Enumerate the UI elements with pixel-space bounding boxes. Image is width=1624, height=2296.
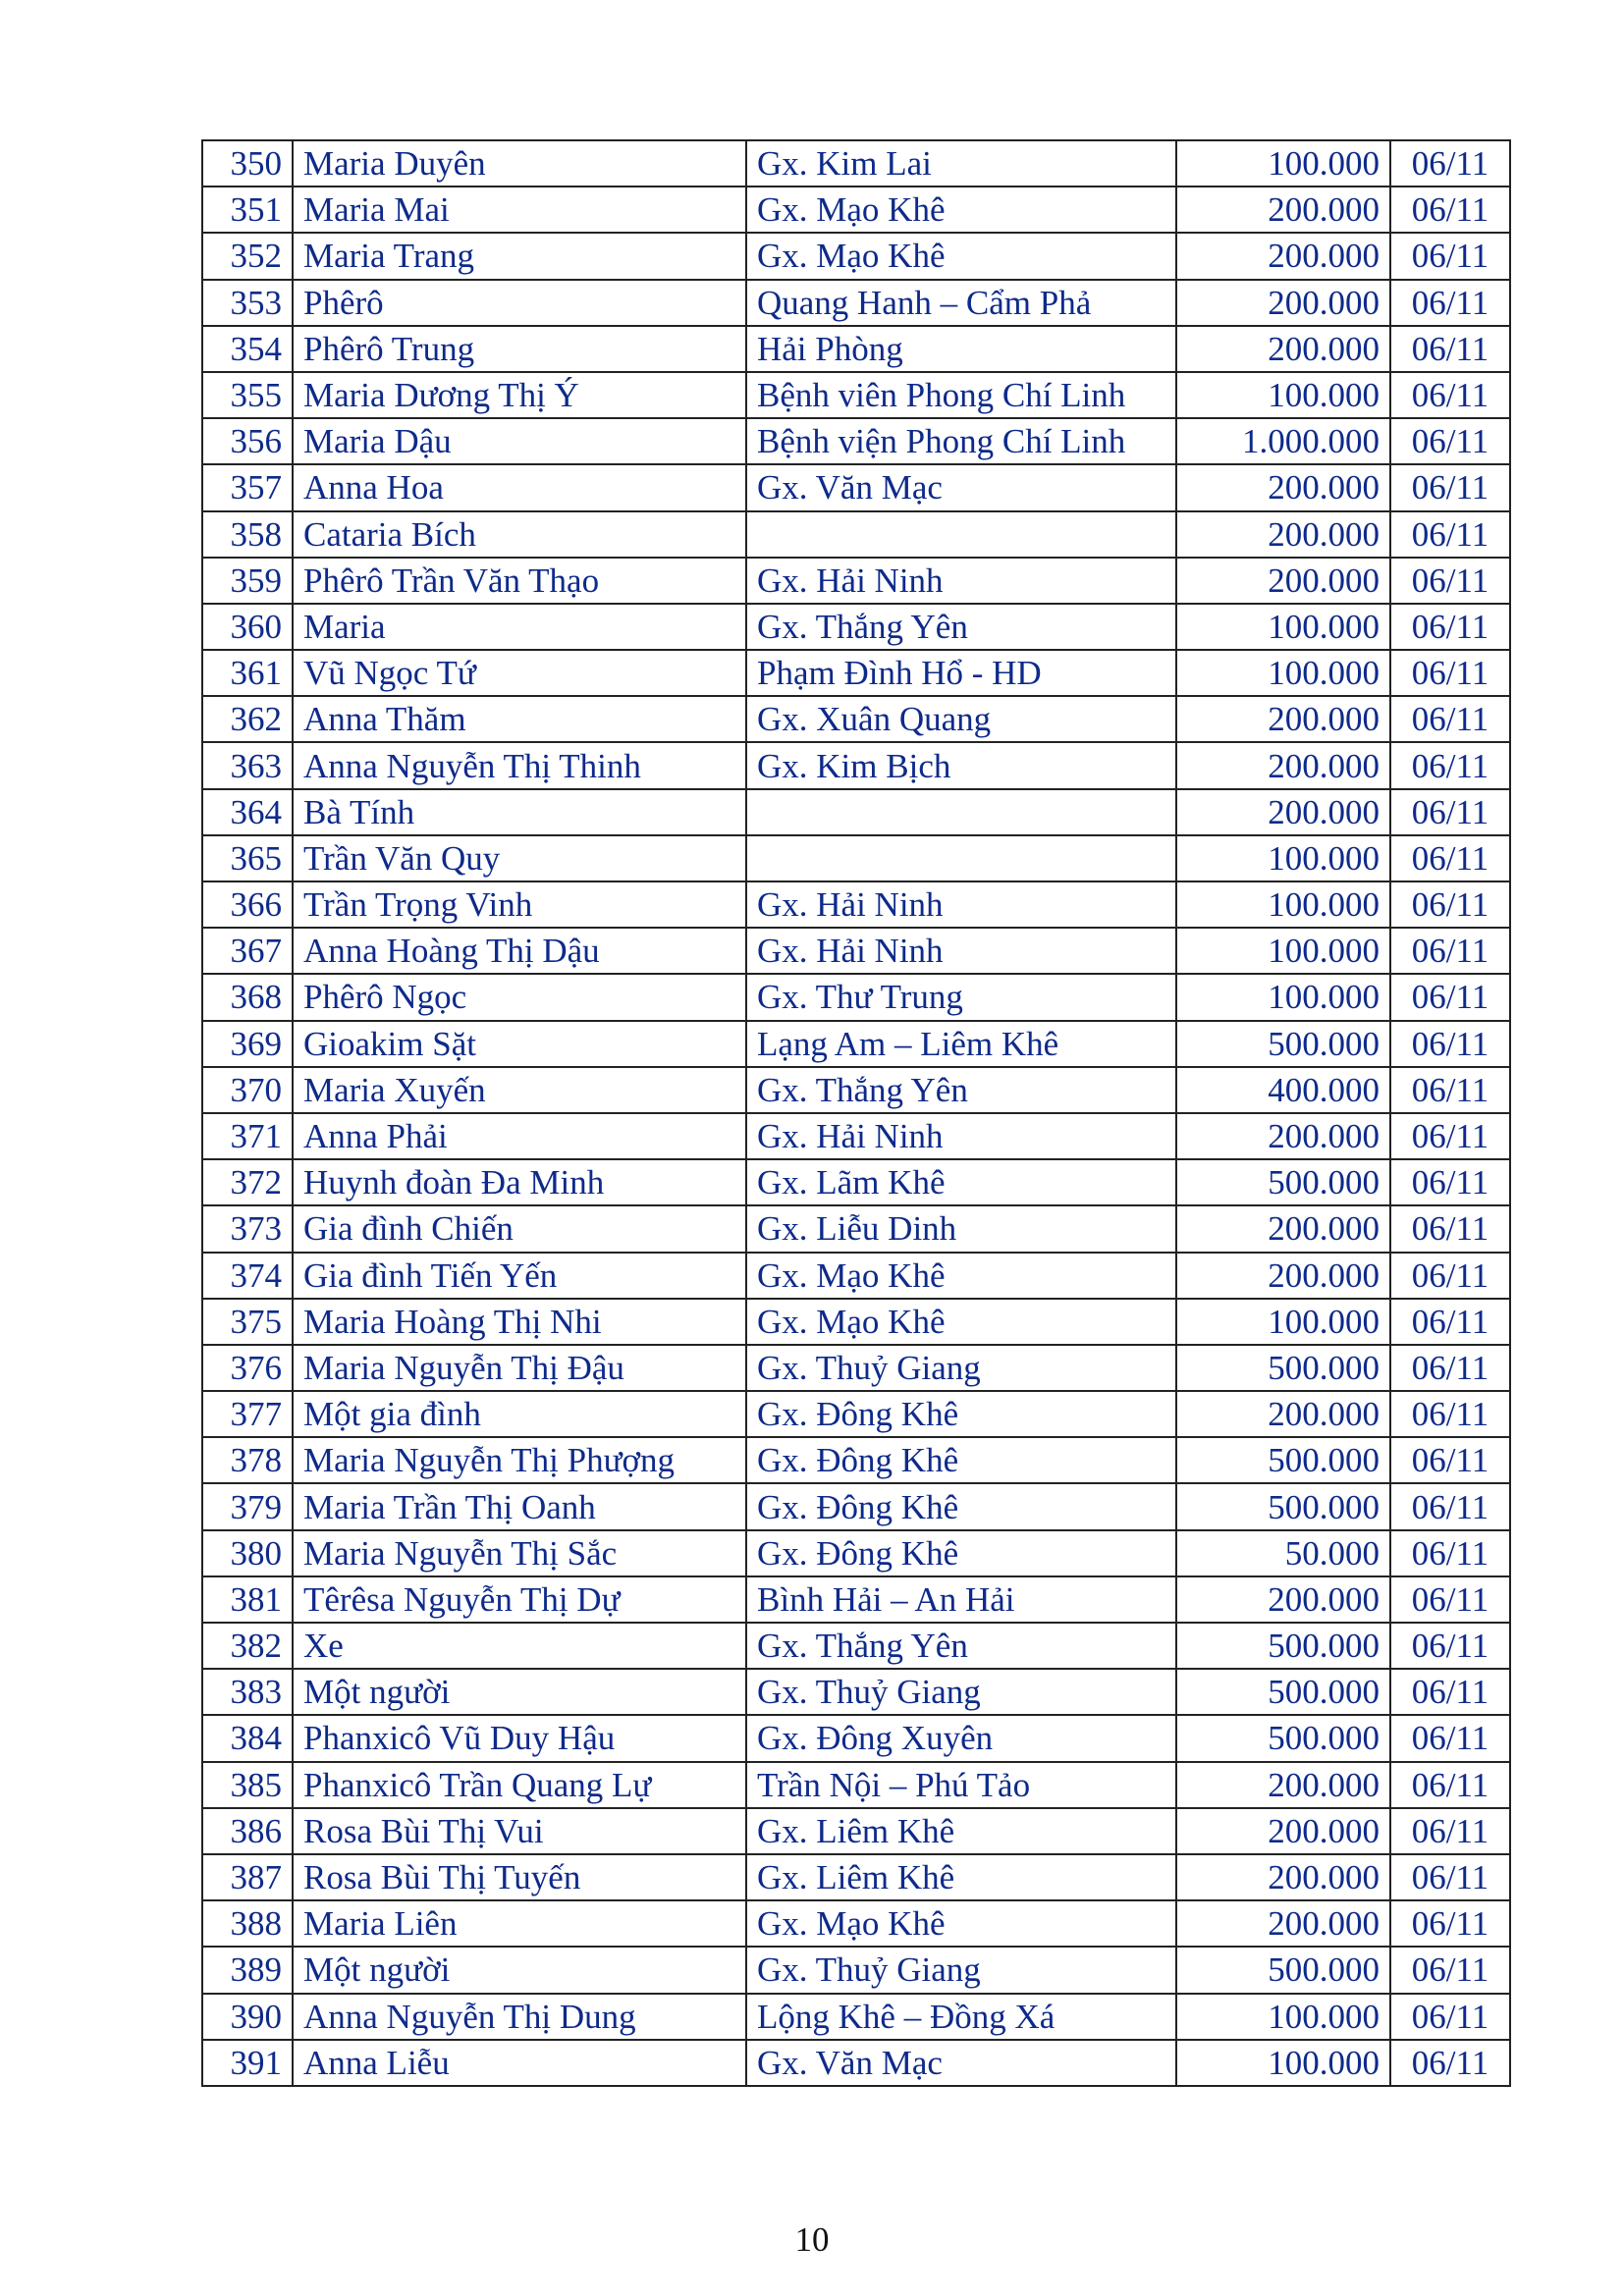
parish-cell: Gx. Đông Khê [746, 1483, 1176, 1529]
date-cell: 06/11 [1390, 187, 1510, 233]
donor-name-cell: Maria Hoàng Thị Nhi [293, 1299, 746, 1345]
parish-cell: Gx. Văn Mạc [746, 464, 1176, 510]
row-number-cell: 376 [202, 1345, 293, 1391]
parish-cell: Gx. Thắng Yên [746, 604, 1176, 650]
donation-table-body [202, 140, 1510, 2086]
table-row [202, 604, 1510, 650]
table-row [202, 558, 1510, 604]
row-number-cell: 377 [202, 1391, 293, 1437]
row-number-cell: 374 [202, 1253, 293, 1299]
amount-cell: 200.000 [1176, 1854, 1390, 1900]
date-cell: 06/11 [1390, 789, 1510, 835]
donor-name-cell: Anna Nguyễn Thị Thinh [293, 742, 746, 788]
donor-name-cell: Phêrô Ngọc [293, 974, 746, 1020]
date-cell: 06/11 [1390, 1994, 1510, 2040]
date-cell: 06/11 [1390, 696, 1510, 742]
date-cell: 06/11 [1390, 928, 1510, 974]
date-cell: 06/11 [1390, 1205, 1510, 1252]
parish-cell: Bình Hải – An Hải [746, 1576, 1176, 1623]
donor-name-cell: Huynh đoàn Đa Minh [293, 1159, 746, 1205]
table-row [202, 696, 1510, 742]
donor-name-cell: Cataria Bích [293, 511, 746, 558]
parish-cell: Gx. Thuỷ Giang [746, 1669, 1176, 1715]
row-number-cell: 363 [202, 742, 293, 788]
donation-table [201, 139, 1511, 2087]
date-cell: 06/11 [1390, 280, 1510, 326]
date-cell: 06/11 [1390, 1623, 1510, 1669]
amount-cell: 200.000 [1176, 280, 1390, 326]
row-number-cell: 371 [202, 1113, 293, 1159]
amount-cell: 200.000 [1176, 1900, 1390, 1947]
amount-cell: 100.000 [1176, 1994, 1390, 2040]
table-row [202, 1530, 1510, 1576]
donor-name-cell: Một gia đình [293, 1391, 746, 1437]
table-row [202, 1576, 1510, 1623]
row-number-cell: 375 [202, 1299, 293, 1345]
parish-cell: Gx. Đông Khê [746, 1391, 1176, 1437]
parish-cell: Gx. Liễu Dinh [746, 1205, 1176, 1252]
row-number-cell: 350 [202, 140, 293, 187]
row-number-cell: 385 [202, 1762, 293, 1808]
table-row [202, 1483, 1510, 1529]
table-row [202, 1437, 1510, 1483]
amount-cell: 100.000 [1176, 140, 1390, 187]
table-row [202, 789, 1510, 835]
table-row [202, 418, 1510, 464]
row-number-cell: 389 [202, 1947, 293, 1993]
row-number-cell: 390 [202, 1994, 293, 2040]
date-cell: 06/11 [1390, 464, 1510, 510]
row-number-cell: 386 [202, 1808, 293, 1854]
date-cell: 06/11 [1390, 1762, 1510, 1808]
donor-name-cell: Maria Nguyễn Thị Đậu [293, 1345, 746, 1391]
amount-cell: 200.000 [1176, 187, 1390, 233]
table-row [202, 1021, 1510, 1067]
amount-cell: 200.000 [1176, 1762, 1390, 1808]
date-cell: 06/11 [1390, 418, 1510, 464]
row-number-cell: 380 [202, 1530, 293, 1576]
table-row [202, 1669, 1510, 1715]
row-number-cell: 391 [202, 2040, 293, 2086]
table-row [202, 1299, 1510, 1345]
row-number-cell: 352 [202, 233, 293, 279]
parish-cell: Gx. Mạo Khê [746, 233, 1176, 279]
parish-cell: Phạm Đình Hổ - HD [746, 650, 1176, 696]
table-row [202, 928, 1510, 974]
donor-name-cell: Maria Duyên [293, 140, 746, 187]
table-row [202, 1715, 1510, 1761]
table-row [202, 881, 1510, 928]
parish-cell: Bệnh viên Phong Chí Linh [746, 372, 1176, 418]
parish-cell: Gx. Mạo Khê [746, 1253, 1176, 1299]
parish-cell: Gx. Hải Ninh [746, 928, 1176, 974]
date-cell: 06/11 [1390, 2040, 1510, 2086]
date-cell: 06/11 [1390, 1391, 1510, 1437]
date-cell: 06/11 [1390, 326, 1510, 372]
date-cell: 06/11 [1390, 1159, 1510, 1205]
amount-cell: 100.000 [1176, 2040, 1390, 2086]
donor-name-cell: Phêrô Trung [293, 326, 746, 372]
parish-cell: Gx. Liêm Khê [746, 1854, 1176, 1900]
donor-name-cell: Một người [293, 1669, 746, 1715]
amount-cell: 500.000 [1176, 1437, 1390, 1483]
amount-cell: 500.000 [1176, 1483, 1390, 1529]
row-number-cell: 359 [202, 558, 293, 604]
parish-cell: Gx. Mạo Khê [746, 1299, 1176, 1345]
donor-name-cell: Maria Dương Thị Ý [293, 372, 746, 418]
amount-cell: 200.000 [1176, 1576, 1390, 1623]
table-row [202, 2040, 1510, 2086]
date-cell: 06/11 [1390, 1067, 1510, 1113]
table-row [202, 326, 1510, 372]
amount-cell: 100.000 [1176, 372, 1390, 418]
table-row [202, 187, 1510, 233]
amount-cell: 200.000 [1176, 1205, 1390, 1252]
parish-cell: Gx. Đông Xuyên [746, 1715, 1176, 1761]
date-cell: 06/11 [1390, 742, 1510, 788]
amount-cell: 500.000 [1176, 1947, 1390, 1993]
parish-cell: Hải Phòng [746, 326, 1176, 372]
parish-cell: Gx. Thuỷ Giang [746, 1947, 1176, 1993]
row-number-cell: 366 [202, 881, 293, 928]
table-row [202, 280, 1510, 326]
amount-cell: 100.000 [1176, 974, 1390, 1020]
table-row [202, 742, 1510, 788]
donor-name-cell: Maria Nguyễn Thị Phượng [293, 1437, 746, 1483]
date-cell: 06/11 [1390, 1808, 1510, 1854]
date-cell: 06/11 [1390, 974, 1510, 1020]
donor-name-cell: Phêrô Trần Văn Thạo [293, 558, 746, 604]
date-cell: 06/11 [1390, 1947, 1510, 1993]
page-number: 10 [794, 2220, 830, 2259]
date-cell: 06/11 [1390, 1715, 1510, 1761]
donor-name-cell: Một người [293, 1947, 746, 1993]
date-cell: 06/11 [1390, 1021, 1510, 1067]
parish-cell: Gx. Văn Mạc [746, 2040, 1176, 2086]
table-row [202, 1762, 1510, 1808]
donor-name-cell: Anna Thăm [293, 696, 746, 742]
amount-cell: 200.000 [1176, 326, 1390, 372]
table-row [202, 372, 1510, 418]
table-row [202, 1391, 1510, 1437]
parish-cell: Lộng Khê – Đồng Xá [746, 1994, 1176, 2040]
row-number-cell: 370 [202, 1067, 293, 1113]
donor-name-cell: Anna Liễu [293, 2040, 746, 2086]
table-row [202, 1854, 1510, 1900]
parish-cell: Gx. Liêm Khê [746, 1808, 1176, 1854]
amount-cell: 200.000 [1176, 558, 1390, 604]
row-number-cell: 361 [202, 650, 293, 696]
donor-name-cell: Trần Trọng Vinh [293, 881, 746, 928]
amount-cell: 200.000 [1176, 233, 1390, 279]
row-number-cell: 383 [202, 1669, 293, 1715]
donor-name-cell: Xe [293, 1623, 746, 1669]
date-cell: 06/11 [1390, 1113, 1510, 1159]
parish-cell: Lạng Am – Liêm Khê [746, 1021, 1176, 1067]
date-cell: 06/11 [1390, 1345, 1510, 1391]
row-number-cell: 358 [202, 511, 293, 558]
donor-name-cell: Maria Dậu [293, 418, 746, 464]
donor-name-cell: Maria Xuyến [293, 1067, 746, 1113]
table-row [202, 1345, 1510, 1391]
donor-name-cell: Gia đình Chiến [293, 1205, 746, 1252]
donor-name-cell: Anna Phải [293, 1113, 746, 1159]
donor-name-cell: Maria Trần Thị Oanh [293, 1483, 746, 1529]
amount-cell: 500.000 [1176, 1159, 1390, 1205]
amount-cell: 100.000 [1176, 881, 1390, 928]
amount-cell: 100.000 [1176, 835, 1390, 881]
date-cell: 06/11 [1390, 835, 1510, 881]
parish-cell [746, 835, 1176, 881]
amount-cell: 500.000 [1176, 1669, 1390, 1715]
table-row [202, 1205, 1510, 1252]
parish-cell: Bệnh viện Phong Chí Linh [746, 418, 1176, 464]
amount-cell: 200.000 [1176, 1808, 1390, 1854]
date-cell: 06/11 [1390, 604, 1510, 650]
parish-cell: Gx. Đông Khê [746, 1437, 1176, 1483]
table-row [202, 974, 1510, 1020]
donor-name-cell: Anna Hoàng Thị Dậu [293, 928, 746, 974]
row-number-cell: 355 [202, 372, 293, 418]
donor-name-cell: Gioakim Sặt [293, 1021, 746, 1067]
row-number-cell: 381 [202, 1576, 293, 1623]
date-cell: 06/11 [1390, 1253, 1510, 1299]
date-cell: 06/11 [1390, 1854, 1510, 1900]
donor-name-cell: Rosa Bùi Thị Vui [293, 1808, 746, 1854]
parish-cell: Gx. Hải Ninh [746, 881, 1176, 928]
parish-cell: Gx. Mạo Khê [746, 187, 1176, 233]
table-row [202, 1900, 1510, 1947]
donor-name-cell: Anna Nguyễn Thị Dung [293, 1994, 746, 2040]
row-number-cell: 384 [202, 1715, 293, 1761]
row-number-cell: 362 [202, 696, 293, 742]
parish-cell: Gx. Đông Khê [746, 1530, 1176, 1576]
date-cell: 06/11 [1390, 140, 1510, 187]
table-row [202, 1113, 1510, 1159]
donor-name-cell: Bà Tính [293, 789, 746, 835]
amount-cell: 200.000 [1176, 789, 1390, 835]
donor-name-cell: Maria [293, 604, 746, 650]
row-number-cell: 378 [202, 1437, 293, 1483]
donor-name-cell: Vũ Ngọc Tứ [293, 650, 746, 696]
amount-cell: 200.000 [1176, 696, 1390, 742]
table-row [202, 650, 1510, 696]
donor-name-cell: Gia đình Tiến Yến [293, 1253, 746, 1299]
donor-name-cell: Maria Liên [293, 1900, 746, 1947]
table-row [202, 1808, 1510, 1854]
date-cell: 06/11 [1390, 1576, 1510, 1623]
parish-cell [746, 789, 1176, 835]
amount-cell: 200.000 [1176, 511, 1390, 558]
parish-cell: Gx. Mạo Khê [746, 1900, 1176, 1947]
amount-cell: 50.000 [1176, 1530, 1390, 1576]
amount-cell: 500.000 [1176, 1715, 1390, 1761]
row-number-cell: 365 [202, 835, 293, 881]
date-cell: 06/11 [1390, 1483, 1510, 1529]
date-cell: 06/11 [1390, 1900, 1510, 1947]
parish-cell: Quang Hanh – Cẩm Phả [746, 280, 1176, 326]
date-cell: 06/11 [1390, 1530, 1510, 1576]
amount-cell: 500.000 [1176, 1345, 1390, 1391]
row-number-cell: 351 [202, 187, 293, 233]
row-number-cell: 356 [202, 418, 293, 464]
donor-name-cell: Phêrô [293, 280, 746, 326]
donor-name-cell: Phanxicô Vũ Duy Hậu [293, 1715, 746, 1761]
parish-cell: Trần Nội – Phú Tảo [746, 1762, 1176, 1808]
parish-cell: Gx. Lãm Khê [746, 1159, 1176, 1205]
date-cell: 06/11 [1390, 650, 1510, 696]
row-number-cell: 369 [202, 1021, 293, 1067]
amount-cell: 200.000 [1176, 1113, 1390, 1159]
row-number-cell: 368 [202, 974, 293, 1020]
amount-cell: 100.000 [1176, 928, 1390, 974]
row-number-cell: 382 [202, 1623, 293, 1669]
amount-cell: 100.000 [1176, 604, 1390, 650]
donor-name-cell: Maria Nguyễn Thị Sắc [293, 1530, 746, 1576]
amount-cell: 100.000 [1176, 1299, 1390, 1345]
donor-name-cell: Têrêsa Nguyễn Thị Dự [293, 1576, 746, 1623]
parish-cell: Gx. Xuân Quang [746, 696, 1176, 742]
parish-cell: Gx. Hải Ninh [746, 558, 1176, 604]
donor-name-cell: Maria Trang [293, 233, 746, 279]
donor-name-cell: Anna Hoa [293, 464, 746, 510]
amount-cell: 100.000 [1176, 650, 1390, 696]
table-row [202, 1159, 1510, 1205]
date-cell: 06/11 [1390, 372, 1510, 418]
table-row [202, 233, 1510, 279]
donor-name-cell: Phanxicô Trần Quang Lự [293, 1762, 746, 1808]
row-number-cell: 360 [202, 604, 293, 650]
table-row [202, 511, 1510, 558]
parish-cell: Gx. Hải Ninh [746, 1113, 1176, 1159]
parish-cell: Gx. Thắng Yên [746, 1623, 1176, 1669]
amount-cell: 500.000 [1176, 1623, 1390, 1669]
parish-cell [746, 511, 1176, 558]
date-cell: 06/11 [1390, 1669, 1510, 1715]
amount-cell: 200.000 [1176, 1391, 1390, 1437]
row-number-cell: 353 [202, 280, 293, 326]
row-number-cell: 357 [202, 464, 293, 510]
amount-cell: 200.000 [1176, 742, 1390, 788]
amount-cell: 200.000 [1176, 1253, 1390, 1299]
amount-cell: 200.000 [1176, 464, 1390, 510]
row-number-cell: 364 [202, 789, 293, 835]
row-number-cell: 387 [202, 1854, 293, 1900]
date-cell: 06/11 [1390, 1437, 1510, 1483]
table-row [202, 1947, 1510, 1993]
table-row [202, 140, 1510, 187]
parish-cell: Gx. Kim Bịch [746, 742, 1176, 788]
amount-cell: 1.000.000 [1176, 418, 1390, 464]
table-row [202, 1253, 1510, 1299]
date-cell: 06/11 [1390, 558, 1510, 604]
row-number-cell: 379 [202, 1483, 293, 1529]
parish-cell: Gx. Thắng Yên [746, 1067, 1176, 1113]
amount-cell: 400.000 [1176, 1067, 1390, 1113]
donor-name-cell: Rosa Bùi Thị Tuyến [293, 1854, 746, 1900]
amount-cell: 500.000 [1176, 1021, 1390, 1067]
table-row [202, 464, 1510, 510]
row-number-cell: 372 [202, 1159, 293, 1205]
parish-cell: Gx. Kim Lai [746, 140, 1176, 187]
table-row [202, 1994, 1510, 2040]
row-number-cell: 373 [202, 1205, 293, 1252]
parish-cell: Gx. Thư Trung [746, 974, 1176, 1020]
row-number-cell: 354 [202, 326, 293, 372]
table-row [202, 1067, 1510, 1113]
parish-cell: Gx. Thuỷ Giang [746, 1345, 1176, 1391]
row-number-cell: 388 [202, 1900, 293, 1947]
row-number-cell: 367 [202, 928, 293, 974]
date-cell: 06/11 [1390, 511, 1510, 558]
donor-name-cell: Maria Mai [293, 187, 746, 233]
date-cell: 06/11 [1390, 233, 1510, 279]
table-row [202, 1623, 1510, 1669]
date-cell: 06/11 [1390, 1299, 1510, 1345]
table-row [202, 835, 1510, 881]
date-cell: 06/11 [1390, 881, 1510, 928]
donor-name-cell: Trần Văn Quy [293, 835, 746, 881]
